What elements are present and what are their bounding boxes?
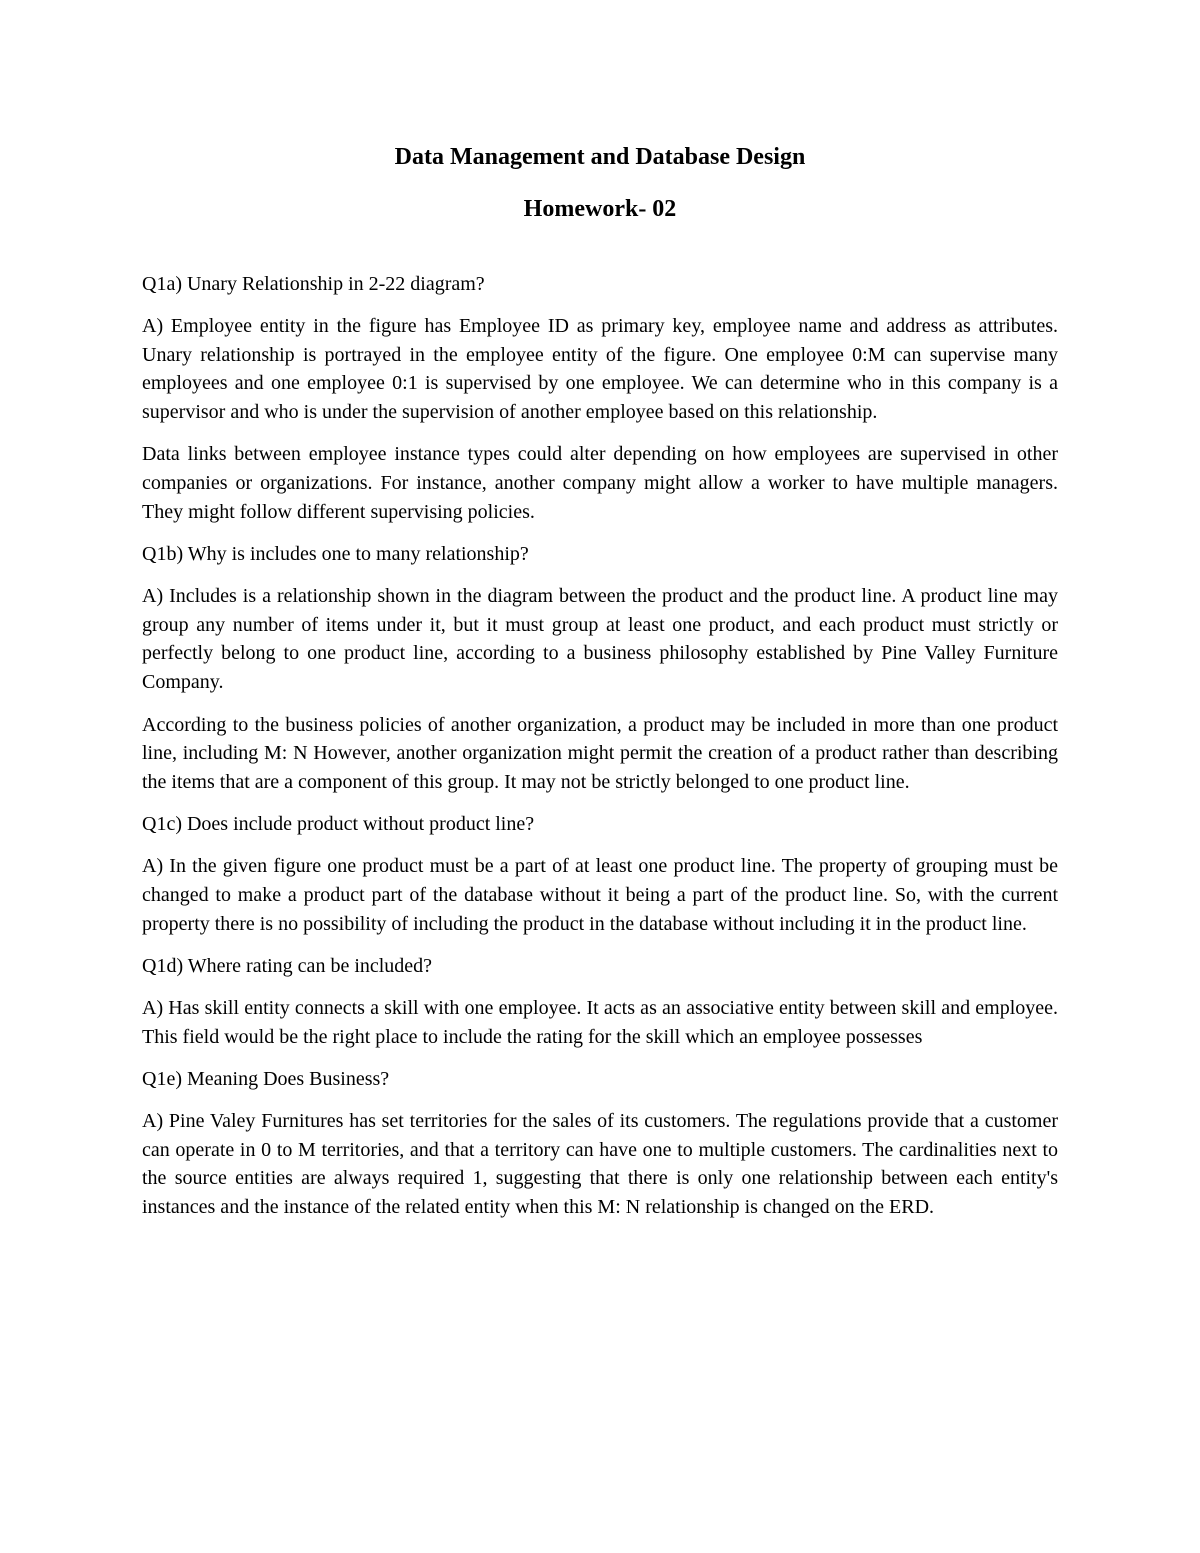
document-body <box>142 270 1058 1222</box>
answer-paragraph: A) Employee entity in the figure has Employee ID as primary key, employee name and address as attributes. Unary relationship is portrayed in the employee entity of the figure. One employee 0:M can supervise many employees and one employee 0:1 is supervised by one employee. We can determine who in this company is a supervisor and who is under the supervision of another employee based on this relationship. <box>142 315 1058 423</box>
document-subtitle: Homework- 02 <box>523 196 677 222</box>
question-heading: Q1e) Meaning Does Business? <box>142 1068 390 1091</box>
question-heading: Q1d) Where rating can be included? <box>142 955 433 978</box>
answer-paragraph: Data links between employee instance types could alter depending on how employees are supervised in other companies or organizations. For instance, another company might allow a worker to have multiple managers. They might follow different supervising policies. <box>142 443 1058 523</box>
answer-paragraph: A) Pine Valey Furnitures has set territories for the sales of its customers. The regulations provide that a customer can operate in 0 to M territories, and that a territory can have one to multiple customers. The cardinalities next to the source entities are always required 1, suggesting that there is only one relationship between each entity's instances and the instance of the related entity when this M: N relationship is changed on the ERD. <box>142 1110 1058 1219</box>
answer-paragraph: A) Includes is a relationship shown in the diagram between the product and the product line. A product line may group any number of items under it, but it must group at least one product, and each product must strictly or perfectly belong to one product line, according to a business philosophy established by Pine Valley Furniture Company. <box>142 585 1058 693</box>
answer-paragraph: According to the business policies of another organization, a product may be included in more than one product line, including M: N However, another organization might permit the creation of a product rather than describing the items that are a component of this group. It may not be strictly belonged to one product line. <box>142 713 1058 793</box>
section-q1b <box>142 540 1058 796</box>
answer-paragraph: A) In the given figure one product must be a part of at least one product line. The property of grouping must be changed to make a product part of the database without it being a part of the product line. So, with the current property there is no possibility of including the product in the database without including it in the product line. <box>142 855 1058 935</box>
document-title: Data Management and Database Design <box>394 144 806 170</box>
section-q1e <box>142 1065 1058 1221</box>
document-content <box>142 138 1058 1236</box>
section-q1d <box>142 952 1058 1051</box>
question-heading: Q1a) Unary Relationship in 2-22 diagram? <box>142 273 485 295</box>
answer-paragraph: A) Has skill entity connects a skill with one employee. It acts as an associative entity between skill and employee. This field would be the right place to include the rating for the skill which an employee possesses <box>142 997 1058 1048</box>
section-q1a <box>142 270 1058 526</box>
question-heading: Q1c) Does include product without product line? <box>142 813 535 836</box>
question-heading: Q1b) Why is includes one to many relationship? <box>142 543 529 566</box>
section-q1c <box>142 810 1058 938</box>
